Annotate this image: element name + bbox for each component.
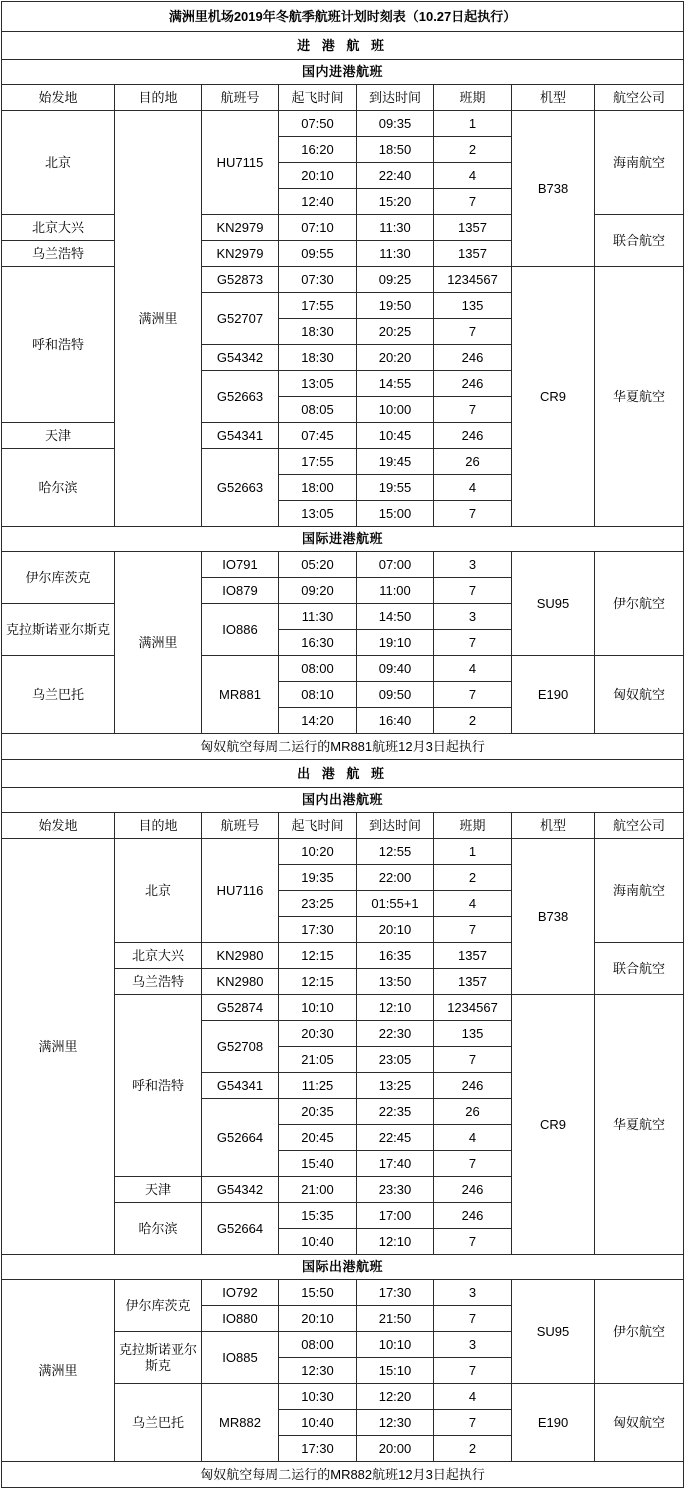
- departures-banner-row: [2, 760, 684, 788]
- cell-arrival-time: 18:50: [357, 137, 434, 163]
- cell-arrival-time: 17:40: [357, 1151, 434, 1177]
- cell-arrival-time: 23:05: [357, 1047, 434, 1073]
- table-row: [2, 656, 684, 682]
- cell-days: 7: [434, 630, 512, 656]
- cell-destination: 北京: [115, 839, 202, 943]
- cell-departure-time: 13:05: [279, 371, 357, 397]
- cell-destination: 满洲里: [115, 111, 202, 527]
- cell-arrival-time: 22:40: [357, 163, 434, 189]
- cell-airline: 联合航空: [595, 943, 684, 995]
- cell-days: 7: [434, 1229, 512, 1255]
- cell-days: 7: [434, 1410, 512, 1436]
- cell-arrival-time: 22:30: [357, 1021, 434, 1047]
- cell-departure-time: 12:15: [279, 943, 357, 969]
- cell-days: 3: [434, 1332, 512, 1358]
- cell-arrival-time: 16:35: [357, 943, 434, 969]
- cell-departure-time: 17:30: [279, 1436, 357, 1462]
- cell-departure-time: 16:20: [279, 137, 357, 163]
- cell-departure-time: 12:15: [279, 969, 357, 995]
- cell-arrival-time: 07:00: [357, 552, 434, 578]
- cell-arrival-time: 19:50: [357, 293, 434, 319]
- cell-departure-time: 15:35: [279, 1203, 357, 1229]
- arrivals-note: 匈奴航空每周二运行的MR881航班12月3日起执行: [2, 734, 684, 760]
- cell-departure-time: 07:10: [279, 215, 357, 241]
- cell-arrival-time: 14:55: [357, 371, 434, 397]
- col-header-origin: 始发地: [2, 813, 115, 839]
- cell-departure-time: 10:30: [279, 1384, 357, 1410]
- col-header-days: 班期: [434, 813, 512, 839]
- cell-days: 7: [434, 1306, 512, 1332]
- section-departures-banner: 出 港 航 班: [2, 760, 684, 788]
- cell-departure-time: 15:40: [279, 1151, 357, 1177]
- table-row: [2, 1280, 684, 1306]
- cell-arrival-time: 11:30: [357, 241, 434, 267]
- cell-arrival-time: 12:20: [357, 1384, 434, 1410]
- cell-days: 7: [434, 397, 512, 423]
- cell-days: 3: [434, 604, 512, 630]
- cell-airline: 海南航空: [595, 839, 684, 943]
- cell-departure-time: 17:55: [279, 449, 357, 475]
- cell-flight-no: G54342: [202, 1177, 279, 1203]
- cell-days: 7: [434, 1047, 512, 1073]
- departures-note: 匈奴航空每周二运行的MR882航班12月3日起执行: [2, 1462, 684, 1488]
- section-international-arrivals: 国际进港航班: [2, 527, 684, 552]
- cell-days: 2: [434, 1436, 512, 1462]
- cell-days: 135: [434, 1021, 512, 1047]
- cell-arrival-time: 20:10: [357, 917, 434, 943]
- cell-flight-no: MR881: [202, 656, 279, 734]
- cell-flight-no: KN2980: [202, 943, 279, 969]
- cell-arrival-time: 17:00: [357, 1203, 434, 1229]
- cell-aircraft: CR9: [512, 267, 595, 527]
- cell-departure-time: 11:30: [279, 604, 357, 630]
- cell-departure-time: 07:30: [279, 267, 357, 293]
- cell-days: 4: [434, 656, 512, 682]
- cell-origin: 满洲里: [2, 1280, 115, 1462]
- cell-departure-time: 19:35: [279, 865, 357, 891]
- cell-flight-no: IO886: [202, 604, 279, 656]
- cell-aircraft: B738: [512, 839, 595, 995]
- cell-days: 4: [434, 891, 512, 917]
- domestic-arrivals-subbanner-row: [2, 60, 684, 85]
- cell-arrival-time: 20:20: [357, 345, 434, 371]
- cell-days: 7: [434, 189, 512, 215]
- cell-flight-no: HU7115: [202, 111, 279, 215]
- cell-departure-time: 20:30: [279, 1021, 357, 1047]
- cell-origin: 天津: [2, 423, 115, 449]
- cell-days: 246: [434, 423, 512, 449]
- cell-destination: 克拉斯诺亚尔斯克: [115, 1332, 202, 1384]
- title-row: [2, 2, 684, 32]
- cell-arrival-time: 15:00: [357, 501, 434, 527]
- cell-destination: 乌兰浩特: [115, 969, 202, 995]
- cell-departure-time: 13:05: [279, 501, 357, 527]
- cell-departure-time: 23:25: [279, 891, 357, 917]
- cell-arrival-time: 01:55+1: [357, 891, 434, 917]
- cell-arrival-time: 19:10: [357, 630, 434, 656]
- cell-arrival-time: 23:30: [357, 1177, 434, 1203]
- cell-days: 246: [434, 1073, 512, 1099]
- cell-departure-time: 05:20: [279, 552, 357, 578]
- cell-origin: 哈尔滨: [2, 449, 115, 527]
- cell-days: 1357: [434, 943, 512, 969]
- cell-origin: 北京: [2, 111, 115, 215]
- arrivals-banner-row: [2, 32, 684, 60]
- cell-origin: 满洲里: [2, 839, 115, 1255]
- cell-flight-no: MR882: [202, 1384, 279, 1462]
- cell-arrival-time: 13:50: [357, 969, 434, 995]
- cell-flight-no: G52663: [202, 371, 279, 423]
- cell-arrival-time: 10:45: [357, 423, 434, 449]
- cell-days: 7: [434, 319, 512, 345]
- cell-airline: 联合航空: [595, 215, 684, 267]
- cell-arrival-time: 13:25: [357, 1073, 434, 1099]
- col-header-arrival-time: 到达时间: [357, 85, 434, 111]
- cell-days: 4: [434, 1125, 512, 1151]
- cell-days: 1: [434, 111, 512, 137]
- cell-flight-no: G54342: [202, 345, 279, 371]
- cell-departure-time: 18:30: [279, 319, 357, 345]
- cell-days: 2: [434, 137, 512, 163]
- cell-destination: 伊尔库茨克: [115, 1280, 202, 1332]
- cell-flight-no: IO791: [202, 552, 279, 578]
- cell-arrival-time: 12:10: [357, 1229, 434, 1255]
- cell-departure-time: 08:10: [279, 682, 357, 708]
- cell-days: 7: [434, 501, 512, 527]
- cell-arrival-time: 09:25: [357, 267, 434, 293]
- cell-arrival-time: 10:10: [357, 1332, 434, 1358]
- departures-note-row: [2, 1462, 684, 1488]
- cell-departure-time: 18:00: [279, 475, 357, 501]
- cell-days: 246: [434, 345, 512, 371]
- col-header-arrival-time: 到达时间: [357, 813, 434, 839]
- cell-origin: 伊尔库茨克: [2, 552, 115, 604]
- cell-arrival-time: 11:30: [357, 215, 434, 241]
- cell-flight-no: G52707: [202, 293, 279, 345]
- cell-days: 4: [434, 1384, 512, 1410]
- cell-destination: 哈尔滨: [115, 1203, 202, 1255]
- cell-flight-no: G54341: [202, 1073, 279, 1099]
- cell-days: 1: [434, 839, 512, 865]
- cell-airline: 匈奴航空: [595, 656, 684, 734]
- table-row: [2, 111, 684, 137]
- col-header-airline: 航空公司: [595, 813, 684, 839]
- cell-days: 2: [434, 865, 512, 891]
- cell-days: 135: [434, 293, 512, 319]
- cell-departure-time: 17:30: [279, 917, 357, 943]
- cell-days: 1234567: [434, 995, 512, 1021]
- cell-aircraft: SU95: [512, 1280, 595, 1384]
- cell-flight-no: KN2979: [202, 215, 279, 241]
- cell-departure-time: 15:50: [279, 1280, 357, 1306]
- cell-arrival-time: 12:10: [357, 995, 434, 1021]
- cell-arrival-time: 09:40: [357, 656, 434, 682]
- flight-schedule-sheet: [0, 1, 684, 1482]
- cell-departure-time: 20:45: [279, 1125, 357, 1151]
- section-domestic-departures: 国内出港航班: [2, 788, 684, 813]
- cell-departure-time: 10:40: [279, 1229, 357, 1255]
- domestic-departures-subbanner-row: [2, 788, 684, 813]
- cell-arrival-time: 22:35: [357, 1099, 434, 1125]
- cell-aircraft: SU95: [512, 552, 595, 656]
- cell-airline: 海南航空: [595, 111, 684, 215]
- cell-arrival-time: 14:50: [357, 604, 434, 630]
- cell-flight-no: G54341: [202, 423, 279, 449]
- cell-arrival-time: 19:45: [357, 449, 434, 475]
- col-header-destination: 目的地: [115, 813, 202, 839]
- international-departures-subbanner-row: [2, 1255, 684, 1280]
- table-row: [2, 839, 684, 865]
- cell-flight-no: G52663: [202, 449, 279, 527]
- cell-arrival-time: 20:00: [357, 1436, 434, 1462]
- cell-flight-no: KN2980: [202, 969, 279, 995]
- cell-departure-time: 11:25: [279, 1073, 357, 1099]
- cell-days: 3: [434, 552, 512, 578]
- cell-departure-time: 08:05: [279, 397, 357, 423]
- cell-departure-time: 10:40: [279, 1410, 357, 1436]
- cell-flight-no: G52874: [202, 995, 279, 1021]
- col-header-departure-time: 起飞时间: [279, 85, 357, 111]
- cell-arrival-time: 09:50: [357, 682, 434, 708]
- cell-arrival-time: 15:20: [357, 189, 434, 215]
- cell-flight-no: IO879: [202, 578, 279, 604]
- cell-airline: 匈奴航空: [595, 1384, 684, 1462]
- col-header-flight-no: 航班号: [202, 85, 279, 111]
- cell-departure-time: 09:55: [279, 241, 357, 267]
- cell-days: 1234567: [434, 267, 512, 293]
- cell-days: 7: [434, 1151, 512, 1177]
- cell-days: 26: [434, 449, 512, 475]
- cell-days: 4: [434, 163, 512, 189]
- cell-days: 4: [434, 475, 512, 501]
- cell-arrival-time: 17:30: [357, 1280, 434, 1306]
- col-header-flight-no: 航班号: [202, 813, 279, 839]
- cell-days: 26: [434, 1099, 512, 1125]
- cell-departure-time: 21:00: [279, 1177, 357, 1203]
- cell-days: 3: [434, 1280, 512, 1306]
- section-international-departures: 国际出港航班: [2, 1255, 684, 1280]
- international-arrivals-subbanner-row: [2, 527, 684, 552]
- cell-aircraft: E190: [512, 1384, 595, 1462]
- col-header-origin: 始发地: [2, 85, 115, 111]
- cell-aircraft: B738: [512, 111, 595, 267]
- column-header-row-departures: [2, 813, 684, 839]
- col-header-days: 班期: [434, 85, 512, 111]
- cell-departure-time: 20:10: [279, 1306, 357, 1332]
- cell-days: 246: [434, 1177, 512, 1203]
- cell-days: 7: [434, 578, 512, 604]
- cell-days: 7: [434, 1358, 512, 1384]
- cell-arrival-time: 21:50: [357, 1306, 434, 1332]
- cell-departure-time: 07:45: [279, 423, 357, 449]
- col-header-aircraft: 机型: [512, 85, 595, 111]
- cell-flight-no: HU7116: [202, 839, 279, 943]
- cell-destination: 满洲里: [115, 552, 202, 734]
- col-header-destination: 目的地: [115, 85, 202, 111]
- cell-destination: 天津: [115, 1177, 202, 1203]
- cell-departure-time: 12:30: [279, 1358, 357, 1384]
- cell-origin: 呼和浩特: [2, 267, 115, 423]
- cell-airline: 伊尔航空: [595, 552, 684, 656]
- cell-arrival-time: 16:40: [357, 708, 434, 734]
- cell-departure-time: 14:20: [279, 708, 357, 734]
- cell-origin: 乌兰巴托: [2, 656, 115, 734]
- cell-departure-time: 17:55: [279, 293, 357, 319]
- cell-departure-time: 18:30: [279, 345, 357, 371]
- cell-days: 246: [434, 1203, 512, 1229]
- cell-arrival-time: 15:10: [357, 1358, 434, 1384]
- cell-flight-no: G52664: [202, 1203, 279, 1255]
- cell-arrival-time: 11:00: [357, 578, 434, 604]
- cell-days: 1357: [434, 215, 512, 241]
- cell-flight-no: KN2979: [202, 241, 279, 267]
- cell-days: 246: [434, 371, 512, 397]
- cell-destination: 北京大兴: [115, 943, 202, 969]
- cell-days: 1357: [434, 241, 512, 267]
- section-arrivals-banner: 进 港 航 班: [2, 32, 684, 60]
- col-header-airline: 航空公司: [595, 85, 684, 111]
- cell-arrival-time: 09:35: [357, 111, 434, 137]
- cell-origin: 北京大兴: [2, 215, 115, 241]
- cell-flight-no: IO880: [202, 1306, 279, 1332]
- cell-departure-time: 20:10: [279, 163, 357, 189]
- cell-origin: 克拉斯诺亚尔斯克: [2, 604, 115, 656]
- arrivals-note-row: [2, 734, 684, 760]
- flight-schedule-table: [1, 1, 684, 1488]
- cell-flight-no: G52664: [202, 1099, 279, 1177]
- col-header-aircraft: 机型: [512, 813, 595, 839]
- cell-departure-time: 16:30: [279, 630, 357, 656]
- cell-origin: 乌兰浩特: [2, 241, 115, 267]
- page-title: 满洲里机场2019年冬航季航班计划时刻表（10.27日起执行）: [2, 2, 684, 32]
- cell-departure-time: 10:10: [279, 995, 357, 1021]
- cell-airline: 华夏航空: [595, 267, 684, 527]
- table-row: [2, 267, 684, 293]
- cell-departure-time: 10:20: [279, 839, 357, 865]
- cell-departure-time: 12:40: [279, 189, 357, 215]
- cell-arrival-time: 10:00: [357, 397, 434, 423]
- cell-arrival-time: 22:45: [357, 1125, 434, 1151]
- cell-departure-time: 08:00: [279, 656, 357, 682]
- cell-flight-no: G52873: [202, 267, 279, 293]
- cell-days: 7: [434, 917, 512, 943]
- cell-arrival-time: 20:25: [357, 319, 434, 345]
- cell-arrival-time: 12:55: [357, 839, 434, 865]
- cell-days: 2: [434, 708, 512, 734]
- cell-flight-no: IO792: [202, 1280, 279, 1306]
- column-header-row-arrivals: [2, 85, 684, 111]
- cell-departure-time: 20:35: [279, 1099, 357, 1125]
- section-domestic-arrivals: 国内进港航班: [2, 60, 684, 85]
- cell-aircraft: E190: [512, 656, 595, 734]
- cell-flight-no: IO885: [202, 1332, 279, 1384]
- cell-airline: 华夏航空: [595, 995, 684, 1255]
- table-row: [2, 552, 684, 578]
- col-header-departure-time: 起飞时间: [279, 813, 357, 839]
- cell-days: 1357: [434, 969, 512, 995]
- cell-arrival-time: 19:55: [357, 475, 434, 501]
- cell-departure-time: 07:50: [279, 111, 357, 137]
- cell-destination: 呼和浩特: [115, 995, 202, 1177]
- cell-flight-no: G52708: [202, 1021, 279, 1073]
- cell-arrival-time: 22:00: [357, 865, 434, 891]
- cell-airline: 伊尔航空: [595, 1280, 684, 1384]
- cell-departure-time: 09:20: [279, 578, 357, 604]
- cell-days: 7: [434, 682, 512, 708]
- cell-aircraft: CR9: [512, 995, 595, 1255]
- cell-arrival-time: 12:30: [357, 1410, 434, 1436]
- cell-departure-time: 21:05: [279, 1047, 357, 1073]
- cell-destination: 乌兰巴托: [115, 1384, 202, 1462]
- cell-departure-time: 08:00: [279, 1332, 357, 1358]
